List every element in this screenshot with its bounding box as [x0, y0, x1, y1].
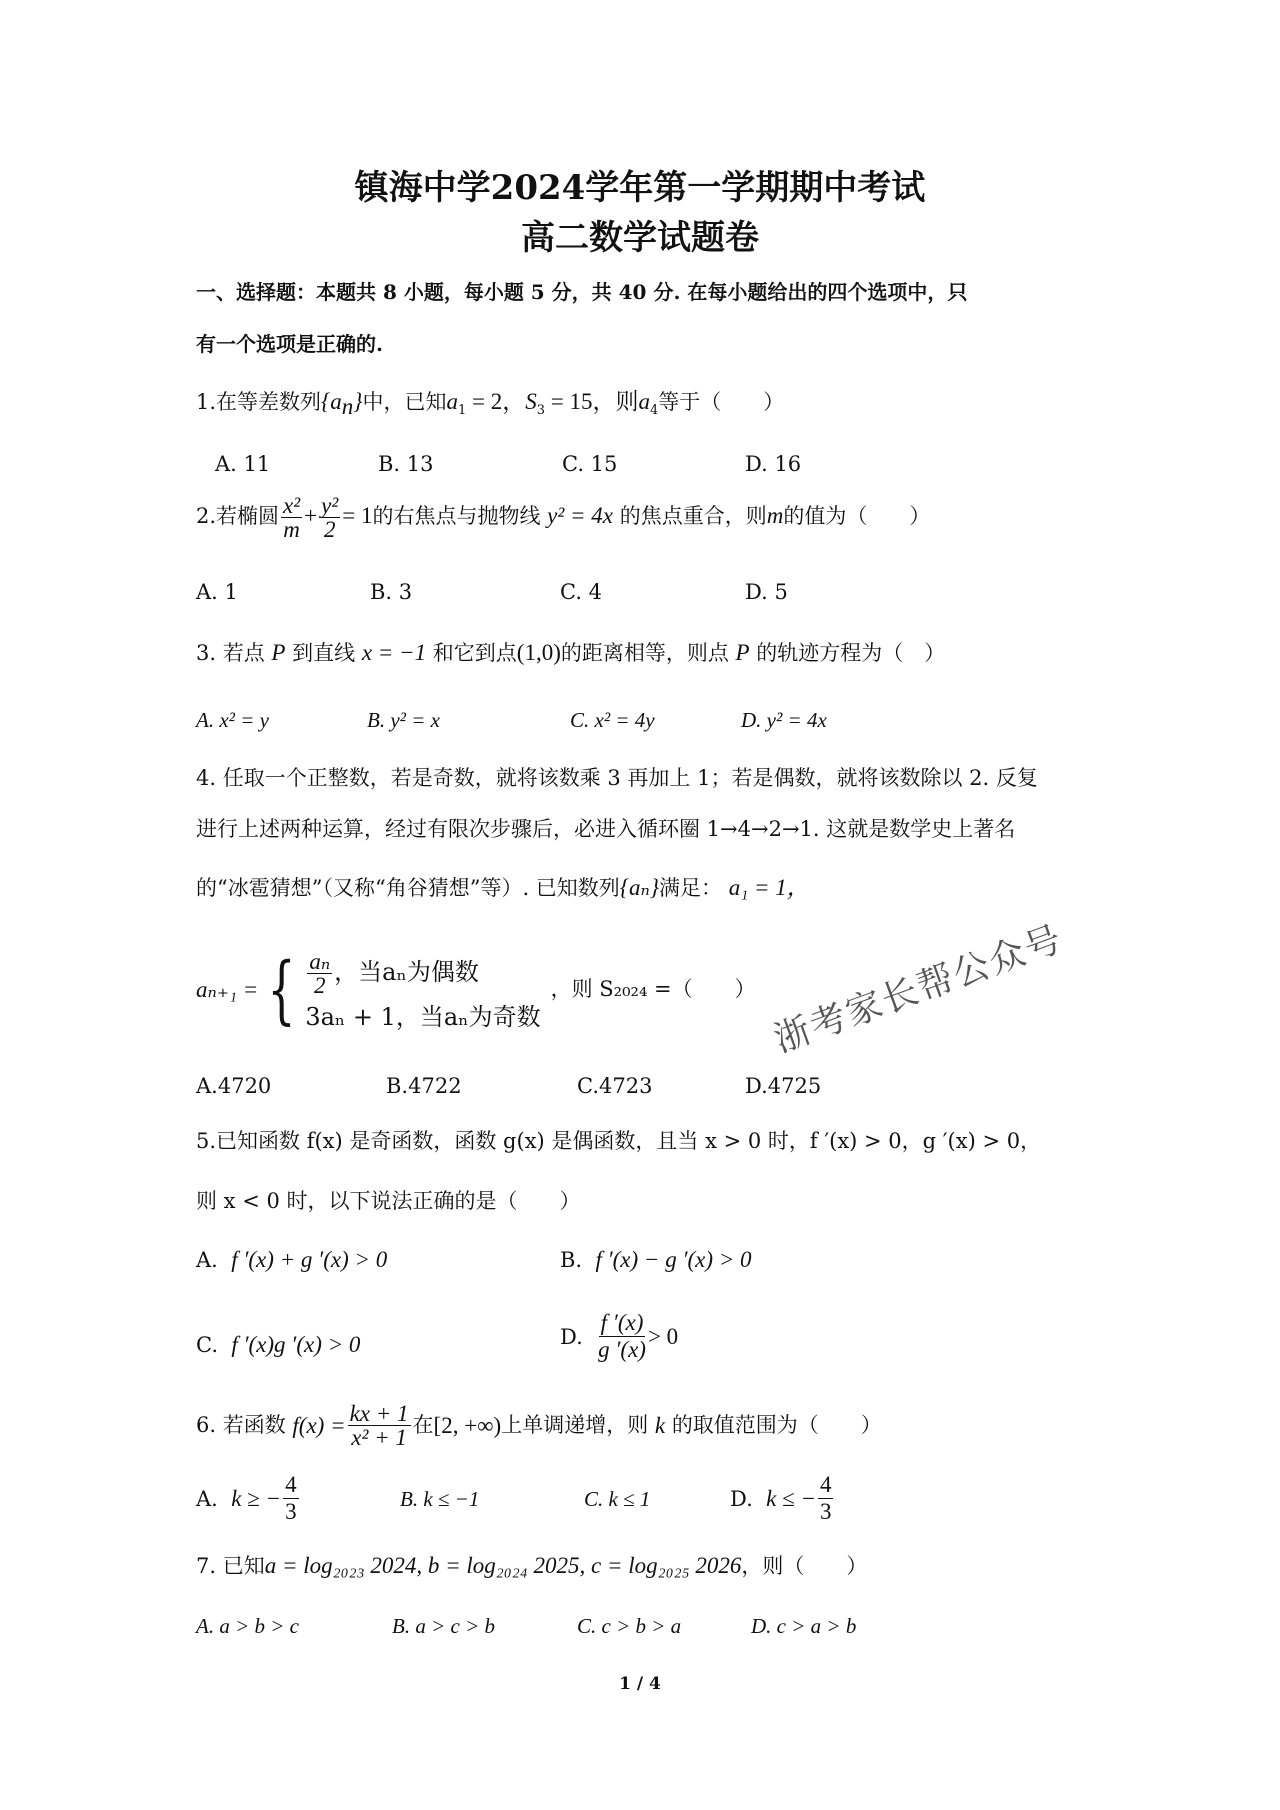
q1-sub: n	[341, 394, 354, 420]
q2-frac1-den: m	[283, 517, 300, 542]
q5-option-d	[560, 1310, 678, 1363]
q7-text2: ，则（ ）	[741, 1554, 868, 1578]
q6-option-d	[730, 1472, 835, 1525]
q4-case1: ，当aₙ为偶数	[334, 958, 479, 986]
q6-option-b: B. k ≤ −1	[400, 1487, 480, 1511]
q5-a-label: A.	[196, 1248, 218, 1272]
q2-frac2-num: y²	[321, 493, 339, 518]
q5-d-frac	[598, 1310, 646, 1363]
q2-text2: 的右焦点与抛物线	[372, 504, 541, 528]
exam-title: 镇海中学2024学年第一学期期中考试	[354, 168, 926, 208]
q2-fraction-1	[281, 494, 302, 541]
q3-option-c: C. x² = 4y	[570, 708, 655, 732]
q5-d-label: D.	[560, 1324, 583, 1349]
q1-option-c: C. 15	[562, 452, 618, 476]
q2-text4: 的值为（ ）	[783, 504, 931, 528]
q6-text3: 上单调递增，则	[501, 1413, 649, 1437]
q3-line: x = −1	[361, 640, 427, 665]
section-heading: 一、选择题：本题共 8 小题，每小题 5 分，共 40 分. 在每小题给出的四个选项中，只	[196, 280, 968, 304]
question-3	[196, 641, 945, 664]
q1-a1-sub: 1	[457, 403, 467, 419]
q2-text3: 的焦点重合，则	[619, 504, 767, 528]
q5-c-label: C.	[196, 1333, 218, 1357]
q4-line-2: 进行上述两种运算，经过有限次步骤后，必进入循环圈 1→4→2→1. 这就是数学史上著名	[196, 817, 1016, 841]
q5-option-c	[196, 1332, 360, 1358]
q6-text: 6. 若函数	[196, 1413, 286, 1437]
q4-case1-num: aₙ	[309, 949, 331, 974]
q3-option-b: B. y² = x	[367, 708, 440, 732]
q5-option-a	[196, 1247, 387, 1273]
left-brace-icon: {	[267, 946, 296, 1033]
q4-piecewise	[196, 946, 756, 1033]
q6-text4: 的取值范围为（ ）	[671, 1413, 882, 1437]
q7-expr: a = log₂₀₂₃ 2024, b = log₂₀₂₄ 2025, c = log₂₀₂₅ 2026	[264, 1553, 742, 1578]
q1-text3: 等于（ ）	[658, 390, 785, 414]
q6-interval: [2, +∞)	[433, 1413, 502, 1438]
q5-option-b	[560, 1247, 752, 1273]
q2-option-a: A. 1	[196, 580, 238, 604]
q5-d-den: g ′(x)	[598, 1337, 646, 1362]
question-6	[196, 1402, 882, 1449]
question-7	[196, 1554, 867, 1577]
exam-subtitle: 高二数学试题卷	[521, 218, 759, 258]
q6-a-num: 4	[285, 1472, 297, 1497]
q4-seq: {aₙ}	[619, 875, 660, 900]
q6-a-frac	[283, 1472, 299, 1525]
q3-text4: 的距离相等，则点	[560, 641, 729, 665]
q1-seq: {a	[321, 389, 342, 414]
q6-a-label: A.	[196, 1486, 218, 1511]
q2-fraction-2	[319, 494, 340, 541]
page-number: 1 / 4	[619, 1674, 661, 1694]
q5-line-1: 5.已知函数 f(x) 是奇函数，函数 g(x) 是偶函数，且当 x > 0 时，f ′(x) > 0，g ′(x) > 0，	[196, 1129, 1042, 1153]
q2-plus: +	[304, 503, 318, 528]
q3-option-d: D. y² = 4x	[741, 708, 827, 732]
q1-a4-sub: 4	[649, 403, 659, 419]
q1-eq1: = 2，	[466, 389, 526, 414]
q6-d-label: D.	[730, 1486, 753, 1511]
q5-b-expr: f ′(x) − g ′(x) > 0	[595, 1247, 752, 1272]
q5-c-expr: f ′(x)g ′(x) > 0	[231, 1332, 361, 1357]
q3-text: 3. 若点	[196, 641, 265, 665]
q2-frac2-den: 2	[323, 517, 336, 542]
q5-a-expr: f ′(x) + g ′(x) > 0	[231, 1247, 388, 1272]
q4-option-b: B.4722	[386, 1074, 462, 1098]
q4-option-d: D.4725	[745, 1074, 822, 1098]
q5-b-label: B.	[560, 1248, 583, 1272]
q6-fx: f(x) =	[292, 1413, 346, 1438]
q2-text: 2.若椭圆	[196, 504, 280, 528]
q6-d-den: 3	[819, 1499, 832, 1524]
q4-init: a₁ = 1，	[728, 875, 810, 900]
q3-text3: 和它到点	[432, 641, 517, 665]
q1-option-b: B. 13	[378, 452, 434, 476]
q4-option-a: A.4720	[196, 1074, 272, 1098]
q6-k: k	[654, 1413, 666, 1438]
q4-line-1: 4. 任取一个正整数，若是奇数，就将该数乘 3 再加上 1；若是偶数，就将该数除以 2. 反复	[196, 766, 1038, 790]
q2-option-d: D. 5	[745, 580, 788, 604]
q4-cases	[305, 950, 540, 1029]
q1-option-a: A. 11	[215, 452, 271, 476]
q5-d-expr: > 0	[647, 1323, 679, 1349]
q6-a-expr: k ≥ −	[231, 1485, 282, 1511]
q1-option-d: D. 16	[745, 452, 802, 476]
q2-eq: = 1	[342, 503, 373, 528]
q6-frac	[348, 1402, 411, 1449]
q7-option-a: A. a > b > c	[196, 1614, 299, 1638]
q4-case2: 3aₙ + 1，当aₙ为奇数	[305, 1003, 541, 1031]
q6-d-expr: k ≤ −	[766, 1485, 816, 1511]
watermark: 浙考家长帮公众号	[768, 918, 1069, 1061]
q7-text: 7. 已知	[196, 1554, 265, 1578]
q4-case1-frac	[307, 950, 332, 997]
q6-d-frac	[818, 1472, 834, 1525]
question-1	[196, 390, 784, 418]
q6-num: kx + 1	[349, 1401, 409, 1426]
q5-d-num: f ′(x)	[600, 1310, 644, 1335]
q1-text: 1.在等差数列	[196, 390, 322, 414]
q3-text2: 到直线	[292, 641, 356, 665]
q3-P2: P	[735, 640, 750, 665]
q7-option-b: B. a > c > b	[392, 1614, 495, 1638]
q4-text: 的“冰雹猜想”（又称“角谷猜想”等）. 已知数列	[196, 876, 620, 900]
q6-den: x² + 1	[351, 1425, 407, 1450]
q1-eq2: = 15，则	[545, 389, 639, 414]
q4-text2: 满足：	[659, 876, 723, 900]
q4-lhs: aₙ₊₁ =	[196, 977, 259, 1002]
q1-S-sub: 3	[536, 403, 545, 419]
q6-a-den: 3	[285, 1499, 297, 1524]
q6-d-num: 4	[819, 1472, 832, 1497]
q6-option-a	[196, 1472, 301, 1525]
q3-point: (1,0)	[516, 640, 561, 665]
q2-m: m	[766, 503, 784, 528]
question-2	[196, 494, 930, 541]
q1-S: S	[525, 389, 537, 414]
q4-line-3	[196, 876, 810, 899]
q2-frac1-num: x²	[283, 493, 301, 518]
q6-text2: 在	[412, 1413, 434, 1437]
q6-option-c: C. k ≤ 1	[584, 1487, 651, 1511]
q1-a1: a	[446, 389, 458, 414]
q7-option-c: C. c > b > a	[577, 1614, 682, 1638]
q4-tail: ，则 S₂₀₂₄ =（ ）	[550, 977, 756, 1001]
q1-close: }	[353, 389, 363, 414]
q5-line-2: 则 x < 0 时，以下说法正确的是（ ）	[196, 1189, 581, 1213]
q4-case1-den: 2	[313, 973, 326, 998]
q2-parabola: y² = 4x	[547, 503, 614, 528]
q3-option-a: A. x² = y	[196, 708, 269, 732]
q7-option-d: D. c > a > b	[751, 1614, 857, 1638]
q1-text2: 中，已知	[362, 390, 447, 414]
q4-option-c: C.4723	[577, 1074, 653, 1098]
q2-option-b: B. 3	[370, 580, 413, 604]
section-heading-cont: 有一个选项是正确的.	[196, 332, 383, 356]
q3-P: P	[271, 640, 286, 665]
q1-a4: a	[638, 389, 650, 414]
q3-text5: 的轨迹方程为（ ）	[756, 641, 946, 665]
q2-option-c: C. 4	[560, 580, 603, 604]
